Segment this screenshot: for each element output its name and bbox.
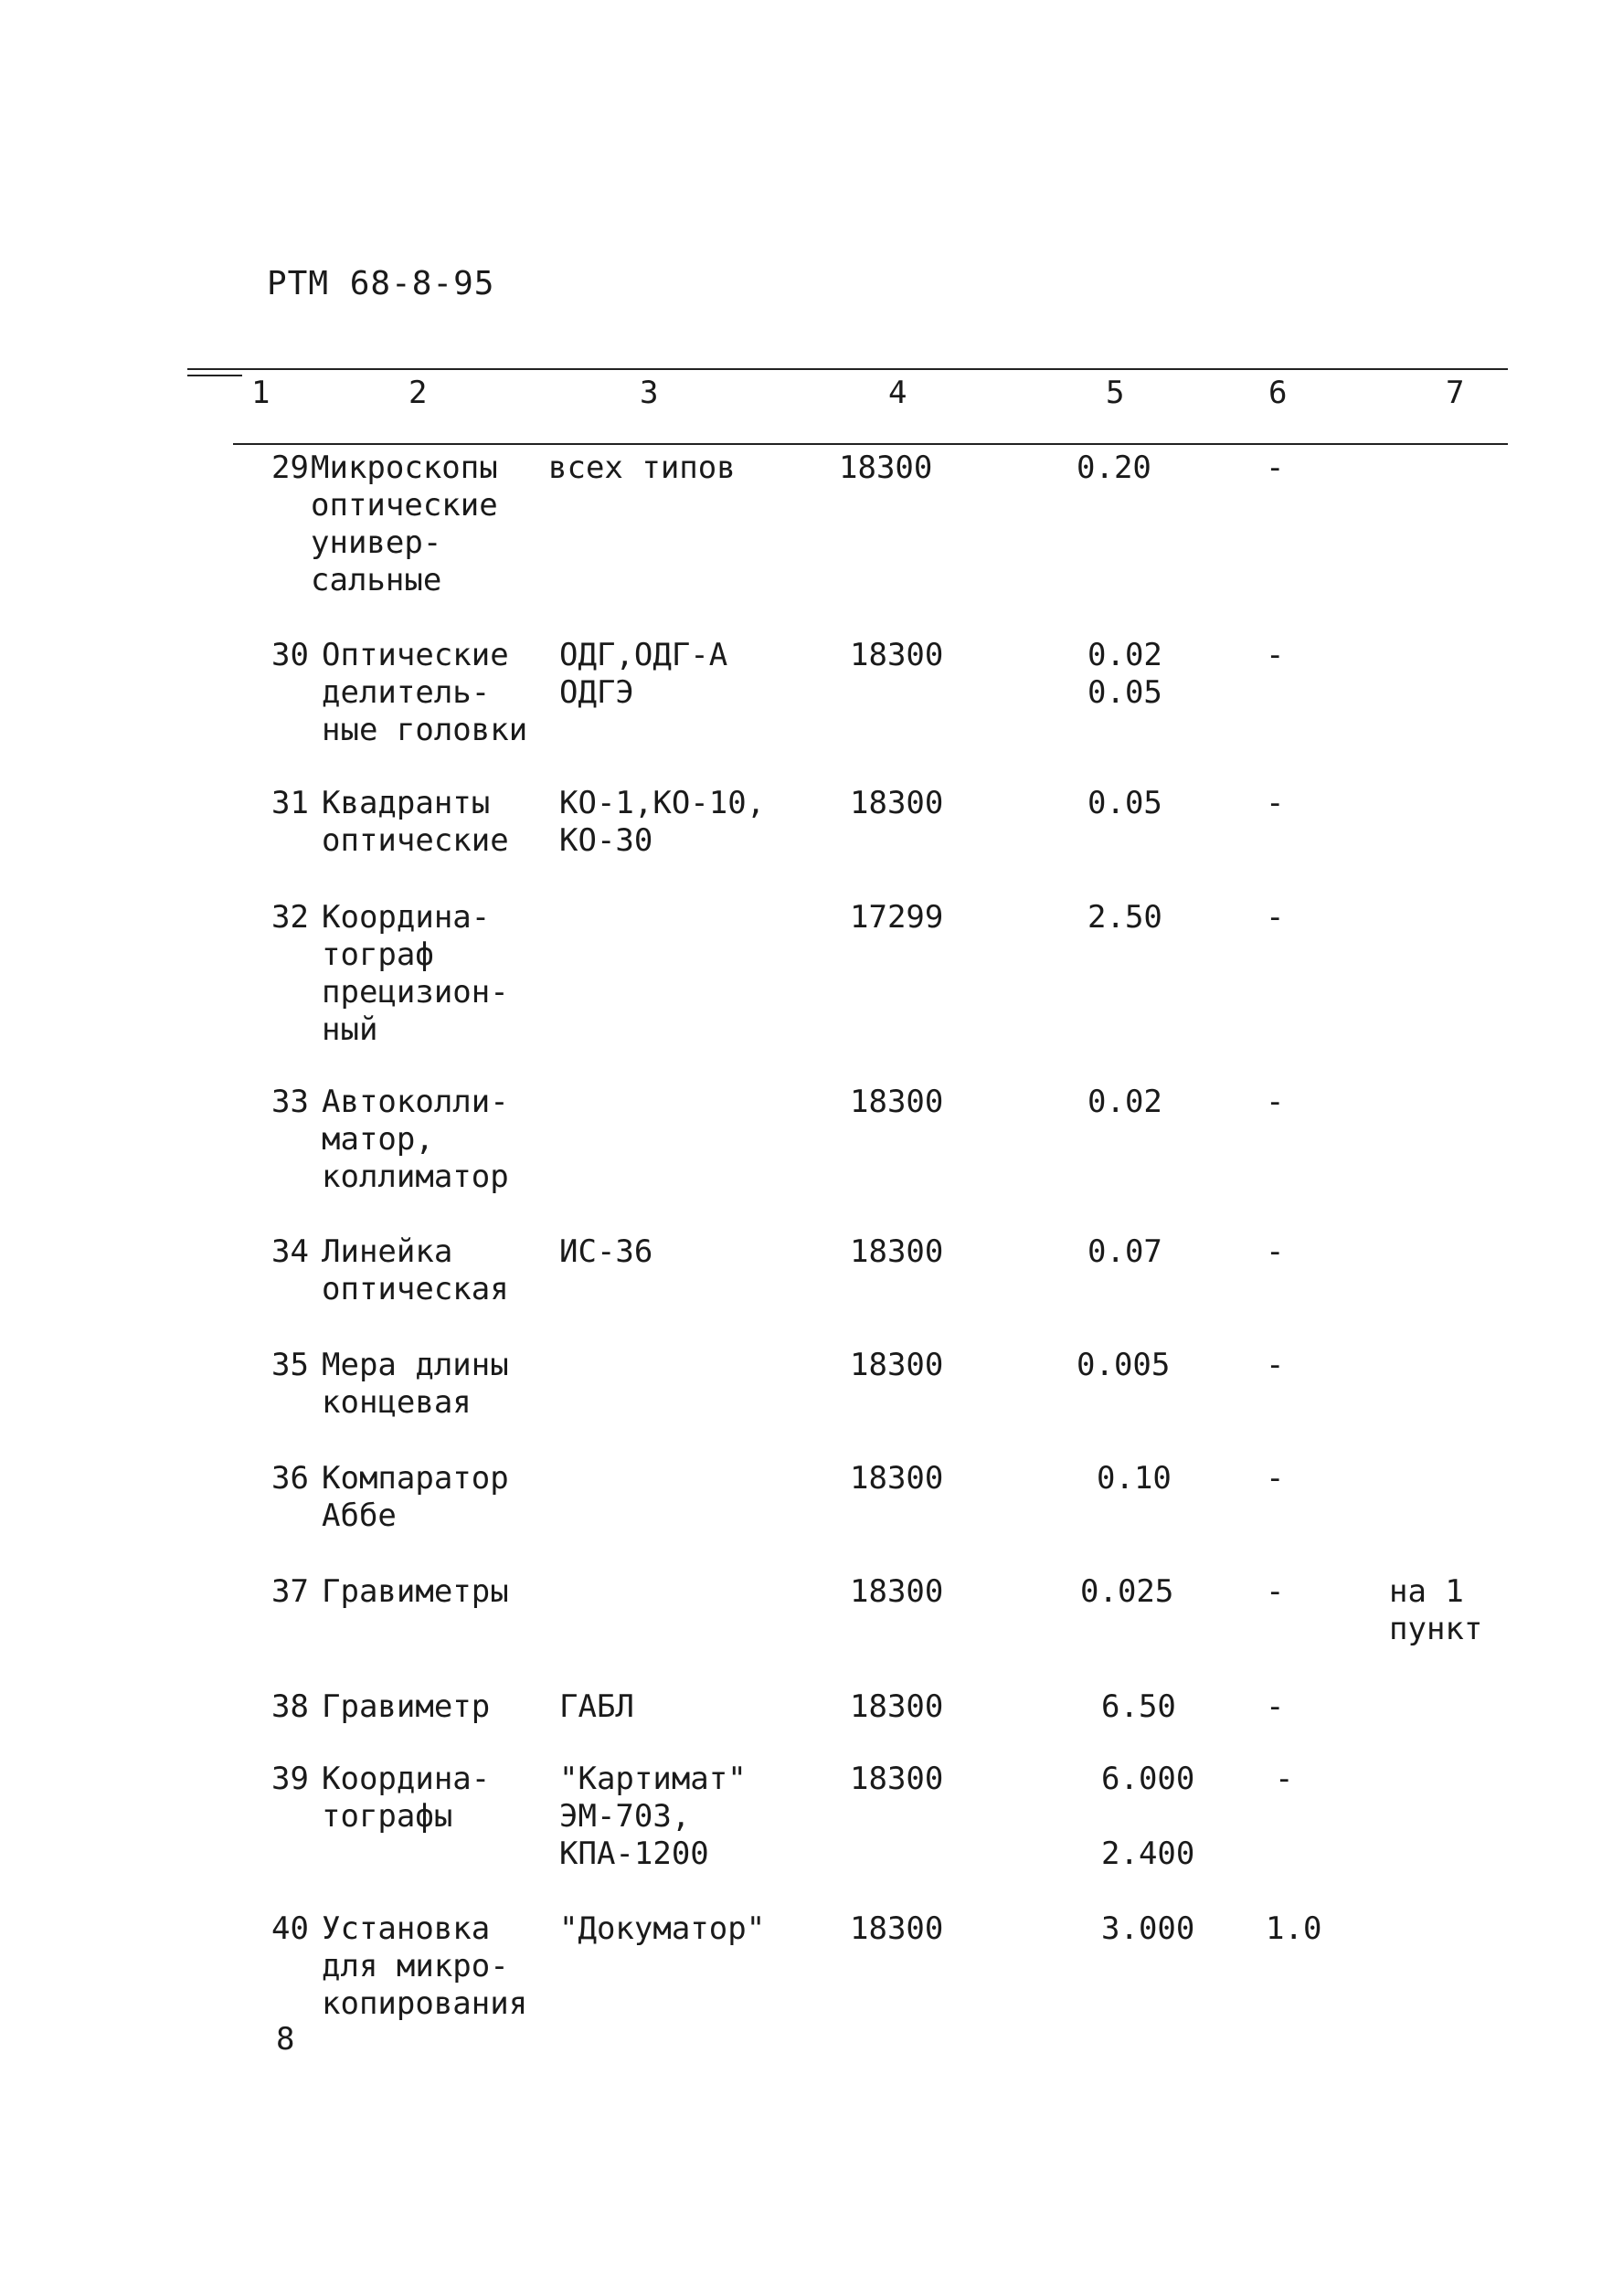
item-name: Линейка оптическая xyxy=(322,1233,509,1307)
item-value: 6.000 2.400 xyxy=(1101,1761,1195,1872)
item-col6: - xyxy=(1266,1460,1285,1497)
column-number-3: 3 xyxy=(640,375,659,411)
row-number: 31 xyxy=(271,785,309,821)
item-name: Оптические делитель- ные головки xyxy=(322,637,528,748)
item-type: "Картимат" ЭМ-703, КПА-1200 xyxy=(559,1761,747,1872)
item-name: Гравиметр xyxy=(322,1688,491,1725)
item-name: Мера длины концевая xyxy=(322,1347,509,1421)
item-value: 3.000 xyxy=(1101,1910,1195,1947)
column-number-1: 1 xyxy=(251,375,270,411)
item-type: ОДГ,ОДГ-А ОДГЭ xyxy=(559,637,728,711)
item-value: 2.50 xyxy=(1087,899,1162,936)
item-type: "Докуматор" xyxy=(559,1910,766,1947)
item-col6: - xyxy=(1266,1573,1285,1610)
table-header-rule xyxy=(233,443,1508,445)
row-number: 39 xyxy=(271,1761,309,1797)
item-name: Квадранты оптические xyxy=(322,785,509,859)
item-code: 17299 xyxy=(850,899,944,936)
row-number: 36 xyxy=(271,1460,309,1497)
item-value: 0.005 xyxy=(1077,1347,1171,1383)
item-code: 18300 xyxy=(850,1910,944,1947)
item-value: 6.50 xyxy=(1101,1688,1176,1725)
item-col6: - xyxy=(1266,637,1285,673)
item-code: 18300 xyxy=(850,1347,944,1383)
column-number-4: 4 xyxy=(888,375,907,411)
item-code: 18300 xyxy=(850,1573,944,1610)
item-name: Компаратор Аббе xyxy=(322,1460,509,1534)
row-number: 35 xyxy=(271,1347,309,1383)
item-type: ГАБЛ xyxy=(559,1688,634,1725)
item-code: 18300 xyxy=(850,1084,944,1120)
item-name: Координа- тографы xyxy=(322,1761,491,1835)
column-number-6: 6 xyxy=(1268,375,1288,411)
item-code: 18300 xyxy=(850,1233,944,1270)
item-code: 18300 xyxy=(850,785,944,821)
table-top-rule-tick xyxy=(187,375,242,376)
item-type: ИС-36 xyxy=(559,1233,653,1270)
column-number-2: 2 xyxy=(408,375,428,411)
row-number: 38 xyxy=(271,1688,309,1725)
table-top-rule xyxy=(187,368,1508,370)
item-value: 0.10 xyxy=(1097,1460,1172,1497)
item-name: Координа- тограф прецизион- ный xyxy=(322,899,509,1048)
item-code: 18300 xyxy=(850,1688,944,1725)
page-number: 8 xyxy=(276,2021,295,2058)
item-value: 0.07 xyxy=(1087,1233,1162,1270)
row-number: 34 xyxy=(271,1233,309,1270)
column-number-5: 5 xyxy=(1106,375,1125,411)
document-code: РТМ 68-8-95 xyxy=(267,265,495,302)
item-col6: - xyxy=(1266,1084,1285,1120)
item-name: Гравиметры xyxy=(322,1573,509,1610)
item-col6: - xyxy=(1266,450,1285,486)
item-name: Автоколли- матор, коллиматор xyxy=(322,1084,509,1195)
item-code: 18300 xyxy=(850,1761,944,1797)
item-name: Установка для микро- копирования xyxy=(322,1910,528,2022)
item-value: 0.20 xyxy=(1077,450,1151,486)
item-col6: - xyxy=(1266,1233,1285,1270)
item-col6: - xyxy=(1266,1347,1285,1383)
row-number: 30 xyxy=(271,637,309,673)
item-code: 18300 xyxy=(850,637,944,673)
item-value: 0.02 0.05 xyxy=(1087,637,1162,711)
row-number: 33 xyxy=(271,1084,309,1120)
item-col6: - xyxy=(1275,1761,1294,1797)
item-type: всех типов xyxy=(548,450,736,486)
item-code: 18300 xyxy=(850,1460,944,1497)
item-value: 0.05 xyxy=(1087,785,1162,821)
row-number: 40 xyxy=(271,1910,309,1947)
item-value: 0.02 xyxy=(1087,1084,1162,1120)
row-number: 29 xyxy=(271,450,309,486)
item-note: на 1 пункт xyxy=(1389,1573,1483,1647)
item-name: Микроскопы оптические универ- сальные xyxy=(311,450,498,598)
item-col6: - xyxy=(1266,1688,1285,1725)
item-col6: - xyxy=(1266,899,1285,936)
item-col6: 1.0 xyxy=(1266,1910,1322,1947)
row-number: 32 xyxy=(271,899,309,936)
item-code: 18300 xyxy=(839,450,933,486)
column-number-7: 7 xyxy=(1446,375,1465,411)
item-col6: - xyxy=(1266,785,1285,821)
row-number: 37 xyxy=(271,1573,309,1610)
item-type: КО-1,КО-10, КО-30 xyxy=(559,785,766,859)
item-value: 0.025 xyxy=(1080,1573,1174,1610)
